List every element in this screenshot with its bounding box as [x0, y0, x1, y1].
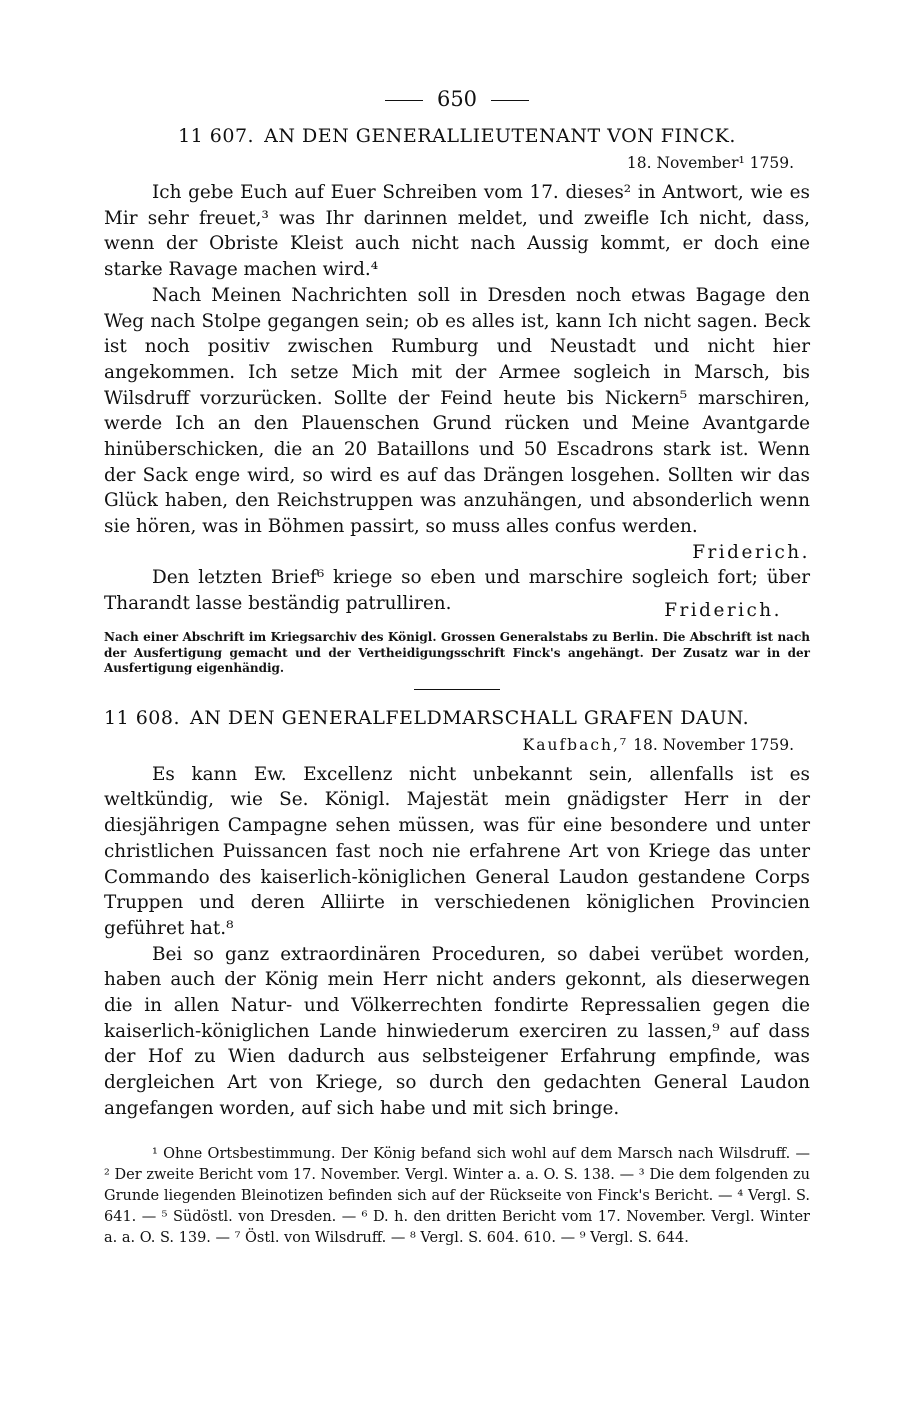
letter2-recipient: AN DEN GENERALFELDMARSCHALL GRAFEN DAUN. — [190, 706, 750, 729]
page-number — [104, 82, 810, 116]
letter1-postscript-block — [104, 565, 810, 622]
letter1-signature: Friderich. — [692, 541, 810, 563]
document-page — [104, 82, 810, 1249]
letter2-paragraph-1: Es kann Ew. Excellenz nicht unbekannt sein, allenfalls ist es weltkündig, wie Se. Königl. Majestät mein gnädigster Herr in der diesjährigen Campagne sehen müssen, was für eine besondere und unter christlichen Puissancen fast noch nie erfahrene Art von Kriege das unter Commando des kaiserlich-königlichen General Laudon gestandene Corps Truppen und deren Alliirte in verschiedenen königlichen Provincien geführet hat.⁸ — [104, 763, 810, 939]
letter1-postscript: Den letzten Brief⁶ kriege so eben und marschire sogleich fort; über Tharandt lasse beständig patrulliren. — [104, 566, 810, 614]
letter1-number: 11 607. — [178, 125, 255, 147]
letter2-heading — [104, 706, 810, 730]
page-number-dash-right — [491, 100, 529, 101]
letter2-place: Kaufbach,⁷ — [522, 735, 629, 754]
letter1-paragraph-1: Ich gebe Euch auf Euer Schreiben vom 17. dieses² in Antwort, wie es Mir sehr freuet,³ was Ihr darinnen meldet, und zweifle Ich nicht, dass, wenn der Obriste Kleist auch nicht nach Aussig kommt, er doch eine starke Ravage machen wird.⁴ — [104, 182, 810, 281]
page-number-dash-left — [385, 100, 423, 101]
letter1-recipient: AN DEN GENERALLIEUTENANT VON FINCK. — [264, 125, 736, 147]
letter2-number: 11 608. — [104, 706, 181, 729]
letter2-date: 18. November 1759. — [633, 735, 794, 754]
footnotes — [104, 1144, 810, 1249]
letter2-paragraph-2: Bei so ganz extraordinären Proceduren, so dabei verübet worden, haben auch der König mein Herr nicht anders gekonnt, als dieserwegen die in allen Natur- und Völkerrechten fondirte Repressalien gegen die kaiserlich-königlichen Lande hinwiederum exerciren zu lassen,⁹ auf dass der Hof zu Wien dadurch aus selbsteigener Erfahrung empfinde, was dergleichen Art von Kriege, so durch den gedachten General Laudon angefangen worden, auf sich habe und mit sich bringe. — [104, 943, 810, 1119]
page-number-text: 650 — [436, 87, 478, 111]
letter1-signature-2: Friderich. — [664, 600, 782, 622]
letter2-place-date — [104, 734, 810, 756]
letter1-heading — [104, 124, 810, 148]
section-divider — [414, 689, 500, 690]
letter1-source-note: Nach einer Abschrift im Kriegsarchiv des Königl. Grossen Generalstabs zu Berlin. Die Abschrift ist nach der Ausfertigung gemacht und der Vertheidigungsschrift Finck's angehängt. Der Zusatz war in der Ausfertigung eigenhändig. — [104, 630, 810, 676]
letter1-paragraph-2: Nach Meinen Nachrichten soll in Dresden noch etwas Bagage den Weg nach Stolpe gegangen sein; ob es alles ist, kann Ich nicht sagen. Beck ist noch positiv zwischen Rumburg und Neustadt und nicht hier angekommen. Ich setze Mich mit der Armee sogleich in Marsch, bis Wilsdruff vorzurücken. Sollte der Feind heute bis Nickern⁵ marschiren, werde Ich an den Plauenschen Grund rücken und Meine Avantgarde hinüberschicken, die an 20 Bataillons und 50 Escadrons stark ist. Wenn der Sack enge wird, so wird es auf das Drängen losgehen. Sollten wir das Glück haben, den Reichstruppen was anzuhängen, und absonderlich wenn sie hören, was in Böhmen passirt, so muss alles confus werden. — [104, 284, 810, 538]
footnotes-text: ¹ Ohne Ortsbestimmung. Der König befand sich wohl auf dem Marsch nach Wilsdruff. — ² Der zweite Bericht vom 17. November. Vergl. Winter a. a. O. S. 138. — ³ Die dem folgenden zu Grunde liegenden Bleinotizen befinden sich auf der Rückseite von Finck's Bericht. — ⁴ Vergl. S. 641. — ⁵ Südöstl. von Dresden. — ⁶ D. h. den dritten Bericht vom 17. November. Vergl. Winter a. a. O. S. 139. — ⁷ Östl. von Wilsdruff. — ⁸ Vergl. S. 604. 610. — ⁹ Vergl. S. 644. — [104, 1145, 810, 1246]
letter1-date: 18. November¹ 1759. — [626, 154, 794, 172]
